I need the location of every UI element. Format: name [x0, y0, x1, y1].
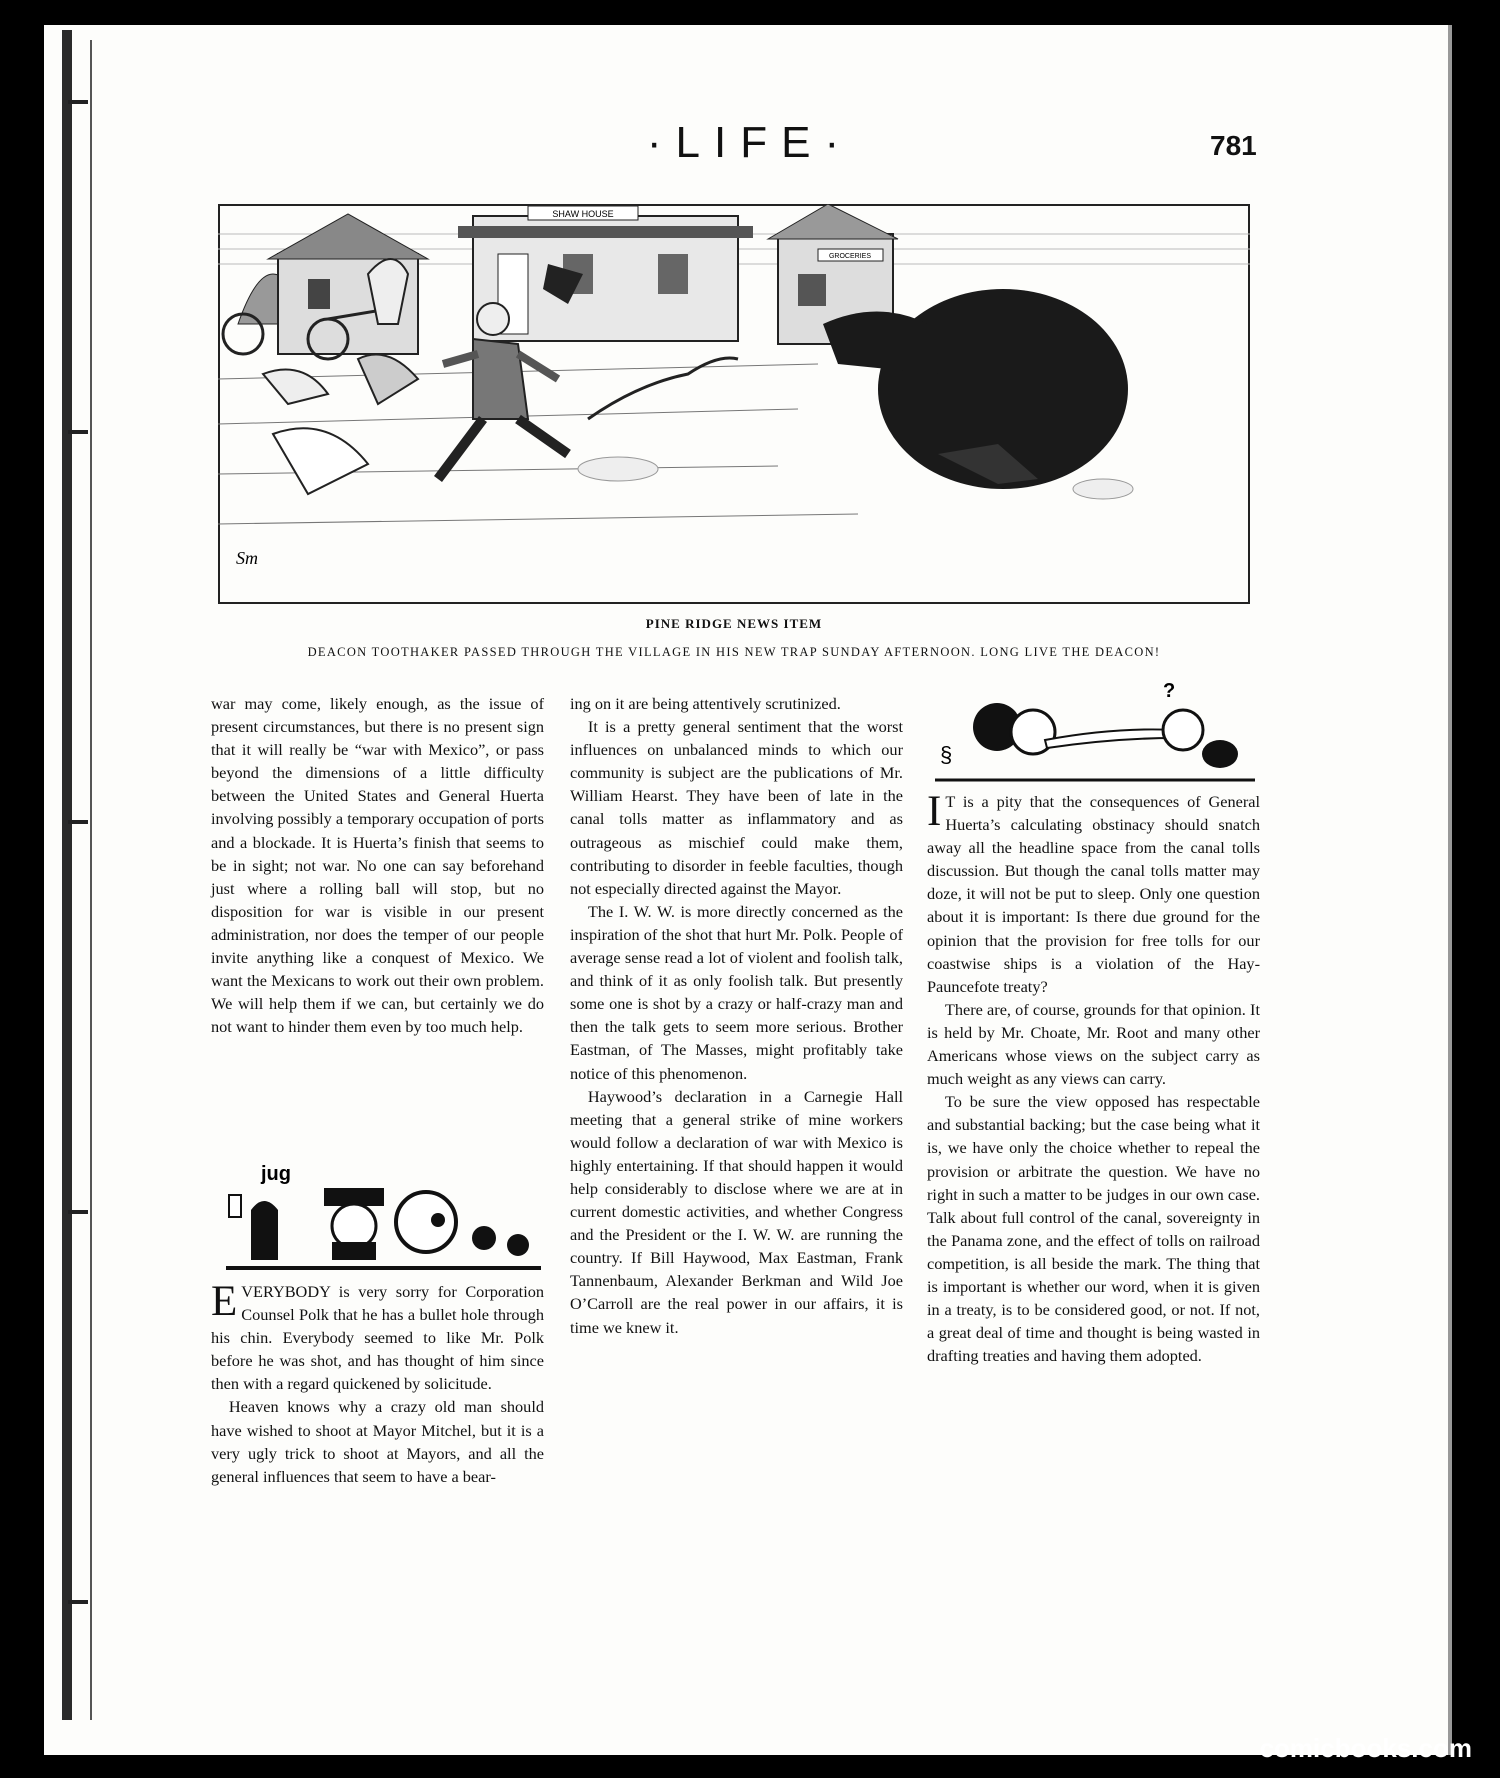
column-3 [927, 790, 1260, 1367]
jug-cartoon [226, 1160, 541, 1275]
dust-cloud [578, 457, 658, 481]
column-2 [570, 692, 903, 1339]
binding-stitch [68, 1210, 88, 1214]
binding-spine [62, 30, 72, 1720]
drop-cap: I [927, 788, 942, 835]
column-1-lower [211, 1280, 544, 1488]
jail-door [251, 1201, 278, 1260]
bird [1202, 740, 1238, 768]
drop-cap: E [211, 1278, 238, 1325]
masthead-title: ·LIFE· [646, 118, 854, 167]
page-number: 781 [1210, 130, 1257, 161]
jug-label: jug [261, 1163, 291, 1185]
main-illustration [218, 204, 1250, 604]
policeman [324, 1188, 384, 1260]
svg-text:§: § [940, 742, 953, 767]
paragraph: Haywood’s declaration in a Carnegie Hall meeting that a general strike of mine workers would follow a declaration of war with Mexico is highly entertaining. If that should happen it would help considerably to disclose where we are at in current domestic activities, and whether Congress and the President or the I. W. W. are running the country. If Bill Haywood, Max Eastman, Frank Tannenbaum, Alexander Berkman and Wild Joe O’Carroll are the real power in our affairs, it is time we knew it. [570, 1086, 903, 1337]
paragraph: To be sure the view opposed has respectable and substantial backing; but the case being what it is, we have only the choice whether to repeal the provision or arbitrate the question. We have no right in such a matter to be judges in our own case. Talk about full control of the canal, sovereignty in the Panama zone, and the effect of tolls on railroad competition, is all beside the mark. The thing that is important is whether our word, when it is given in a treaty, is to be considered good, or not. If not, a great deal of time and thought is being wasted in drafting treaties and having them adopted. [927, 1092, 1260, 1366]
paragraph: war may come, likely enough, as the issue of present circumstances, but there is no present sign that it will really be “war with Mexico”, or pass beyond the dimensions of a little difficulty between the United States and General Huerta involving possibly a temporary occupation of ports and a blockade. It is Huerta’s finish that seems to be in sight; not war. No one can say beforehand just where a rolling ball will stop, but no disposition for war is visible in our present administration, nor does the temper of our people invite anything like a conquest of Mexico. We want the Mexicans to work out their own problem. We will help them if we can, but certainly we do not want to hinder them even by too much help. [211, 694, 544, 1037]
long-nose-cartoon [935, 672, 1255, 784]
binding-line [90, 40, 92, 1720]
binding-stitch [68, 820, 88, 824]
grocery-sign: GROCERIES [828, 253, 872, 260]
small-figure [472, 1226, 496, 1250]
shop-sign: SHAW HOUSE [552, 209, 614, 219]
paragraph: EVERYBODY is very sorry for Corporation Counsel Polk that he has a bullet hole through his chin. Everybody seemed to like Mr. Polk before he was shot, and has thought of him since then with a regard quickened by solicitude. [211, 1278, 544, 1394]
paragraph: I T is a pity that the consequences of General Huerta’s calculating obstinacy should snatch away all the headline space from the canal tolls discussion. But though the canal tolls matter may doze, it will not be put to sleep. Only one question about it is important: Is there due ground for the opinion that the provision for free tolls for our coastwise ships is a violation of the Hay-Pauncefote treaty? [927, 788, 1260, 996]
binding-stitch [68, 100, 88, 104]
skull-figure [396, 1192, 456, 1252]
paragraph: ing on it are being attentively scrutinized. [570, 694, 841, 713]
binding-stitch [68, 1600, 88, 1604]
column-1 [211, 692, 544, 1038]
page-edge [1448, 25, 1452, 1755]
caption-title: PINE RIDGE NEWS ITEM [645, 616, 823, 631]
caption-text: DEACON TOOTHAKER PASSED THROUGH THE VILLAGE IN HIS NEW TRAP SUNDAY AFTERNOON. LONG LIVE THE DEACON! [307, 645, 1161, 659]
question-mark: ? [1163, 680, 1176, 702]
watermark: comicbooks.com [1259, 1733, 1472, 1763]
small-figure [507, 1234, 529, 1256]
paragraph: It is a pretty general sentiment that the worst influences on unbalanced minds to which our community is subject are the publications of Mr. William Hearst. They have been of late in the canal tolls matter as inflammatory and as outrageous as mischief could make them, contributing to disorder in feeble faculties, though not especially directed against the Mayor. [570, 717, 903, 898]
paragraph: The I. W. W. is more directly concerned as the inspiration of the shot that hurt Mr. Polk. People of average sense read a lot of violent and foolish talk, and think of it as only foolish talk. But presently some one is shot by a crazy or half-crazy man and then the talk gets to seem more serious. Brother Eastman, of The Masses, might profitably take notice of this phenomenon. [570, 901, 903, 1083]
figure-head [1163, 710, 1203, 750]
binding-stitch [68, 430, 88, 434]
paragraph: Heaven knows why a crazy old man should have wished to shoot at Mayor Mitchel, but it is a very ugly trick to shoot at Mayors, and all the general influences that seem to have a bear- [211, 1397, 544, 1486]
dust-cloud [1073, 479, 1133, 499]
artist-signature: Sm [236, 548, 258, 568]
long-nose [1045, 729, 1175, 748]
paragraph: There are, of course, grounds for that opinion. It is held by Mr. Choate, Mr. Root and many other Americans whose views on the subject carry as much weight as any views can carry. [927, 999, 1260, 1089]
